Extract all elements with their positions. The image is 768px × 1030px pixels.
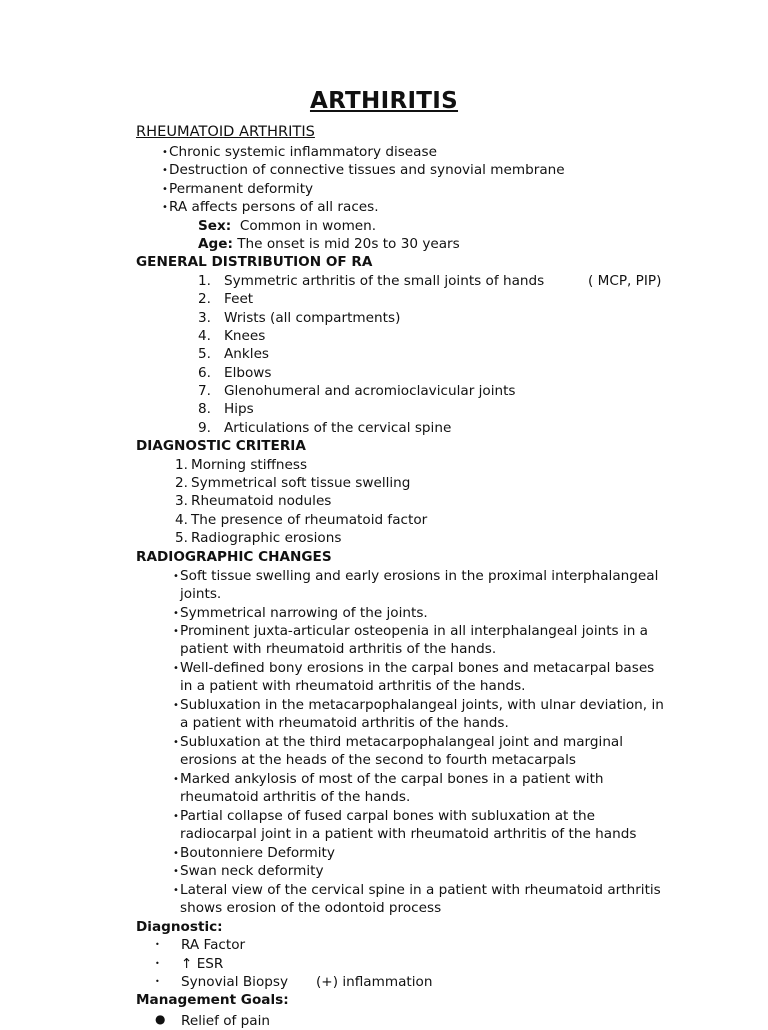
list-item: 8. Hips: [198, 401, 254, 417]
section-heading-diagnostic: Diagnostic:: [136, 919, 223, 935]
list-item: 2. Symmetrical soft tissue swelling: [175, 475, 411, 491]
list-item-continuation: a patient with rheumatoid arthritis of the hands.: [180, 715, 509, 731]
bullet-icon: •: [173, 737, 179, 748]
list-item: 2. Feet: [198, 291, 254, 307]
sex-value: Common in women.: [239, 218, 377, 234]
list-item-continuation: radiocarpal joint in a patient with rheumatoid arthritis of the hands: [180, 826, 637, 842]
list-item: 5. Radiographic erosions: [175, 530, 342, 546]
bullet-icon: •: [155, 940, 160, 949]
list-item-continuation: shows erosion of the odontoid process: [180, 900, 442, 916]
bullet-icon: •: [162, 184, 168, 195]
list-item: •Destruction of connective tissues and synovial membrane: [162, 162, 565, 178]
list-item: •Subluxation at the third metacarpophalangeal joint and marginal: [173, 734, 624, 750]
list-item: 5. Ankles: [198, 346, 270, 362]
sex-label: Sex:: [198, 218, 232, 234]
list-item: 3. Rheumatoid nodules: [175, 493, 332, 509]
sex-line: [198, 217, 376, 235]
list-item: 7. Glenohumeral and acromioclavicular joints: [198, 383, 516, 399]
list-item: 4. Knees: [198, 328, 266, 344]
list-item: •Chronic systemic inflammatory disease: [162, 144, 437, 160]
list-item: •Symmetrical narrowing of the joints.: [173, 605, 428, 621]
bullet-icon: •: [173, 608, 179, 619]
section-heading-management-goals: Management Goals:: [136, 992, 289, 1008]
list-item: 3. Wrists (all compartments): [198, 310, 401, 326]
list-item: •Lateral view of the cervical spine in a patient with rheumatoid arthritis: [173, 882, 661, 898]
section-heading-rheumatoid-arthritis: RHEUMATOID ARTHRITIS: [136, 123, 315, 140]
list-item: 6. Elbows: [198, 365, 272, 381]
age-label: Age:: [198, 236, 233, 252]
section-heading-radiographic-changes: RADIOGRAPHIC CHANGES: [136, 549, 332, 565]
list-item: •RA affects persons of all races.: [162, 199, 379, 215]
bullet-icon: •: [173, 663, 179, 674]
bullet-icon: •: [173, 866, 179, 877]
bullet-icon: •: [162, 202, 168, 213]
list-item-extra: ( MCP, PIP): [588, 273, 662, 289]
bullet-icon: •: [162, 165, 168, 176]
list-item: 1. Symmetric arthritis of the small joints of hands: [198, 273, 545, 289]
list-item: •Subluxation in the metacarpophalangeal joints, with ulnar deviation, in: [173, 697, 664, 713]
list-item: •Permanent deformity: [162, 181, 314, 197]
age-line: [198, 235, 460, 253]
document-title: ARTHIRITIS: [309, 88, 459, 114]
list-item: •Marked ankylosis of most of the carpal bones in a patient with: [173, 771, 604, 787]
bullet-icon: •: [173, 626, 179, 637]
bullet-icon: •: [155, 977, 160, 986]
list-item: • Synovial Biopsy: [155, 974, 289, 990]
list-item: 1. Morning stiffness: [175, 457, 308, 473]
list-item: 9. Articulations of the cervical spine: [198, 420, 452, 436]
list-item: 4. The presence of rheumatoid factor: [175, 512, 428, 528]
list-item-continuation: erosions at the heads of the second to fourth metacarpals: [180, 752, 576, 768]
list-item: •Swan neck deformity: [173, 863, 324, 879]
list-item-continuation: in a patient with rheumatoid arthritis of the hands.: [180, 678, 526, 694]
bullet-icon: •: [173, 848, 179, 859]
bullet-icon: •: [173, 885, 179, 896]
list-item-extra: (+) inflammation: [316, 974, 433, 990]
bullet-icon: •: [173, 571, 179, 582]
bullet-icon: •: [173, 700, 179, 711]
bullet-icon: ●: [155, 1012, 166, 1026]
list-item: •Well-defined bony erosions in the carpal bones and metacarpal bases: [173, 660, 655, 676]
list-item-continuation: patient with rheumatoid arthritis of the hands.: [180, 641, 497, 657]
bullet-icon: •: [155, 959, 160, 968]
list-item: •Partial collapse of fused carpal bones with subluxation at the: [173, 808, 596, 824]
list-item: •Boutonniere Deformity: [173, 845, 335, 861]
bullet-icon: •: [162, 147, 168, 158]
section-heading-general-distribution: GENERAL DISTRIBUTION OF RA: [136, 254, 373, 270]
list-item: •Soft tissue swelling and early erosions in the proximal interphalangeal: [173, 568, 659, 584]
section-heading-diagnostic-criteria: DIAGNOSTIC CRITERIA: [136, 438, 306, 454]
list-item-continuation: rheumatoid arthritis of the hands.: [180, 789, 411, 805]
list-item: ● Relief of pain: [155, 1012, 270, 1029]
list-item: •Prominent juxta-articular osteopenia in all interphalangeal joints in a: [173, 623, 648, 639]
bullet-icon: •: [173, 774, 179, 785]
bullet-icon: •: [173, 811, 179, 822]
list-item: • RA Factor: [155, 937, 246, 953]
age-value: The onset is mid 20s to 30 years: [237, 236, 460, 252]
list-item: • ↑ ESR: [155, 956, 224, 972]
list-item-continuation: joints.: [180, 586, 222, 602]
